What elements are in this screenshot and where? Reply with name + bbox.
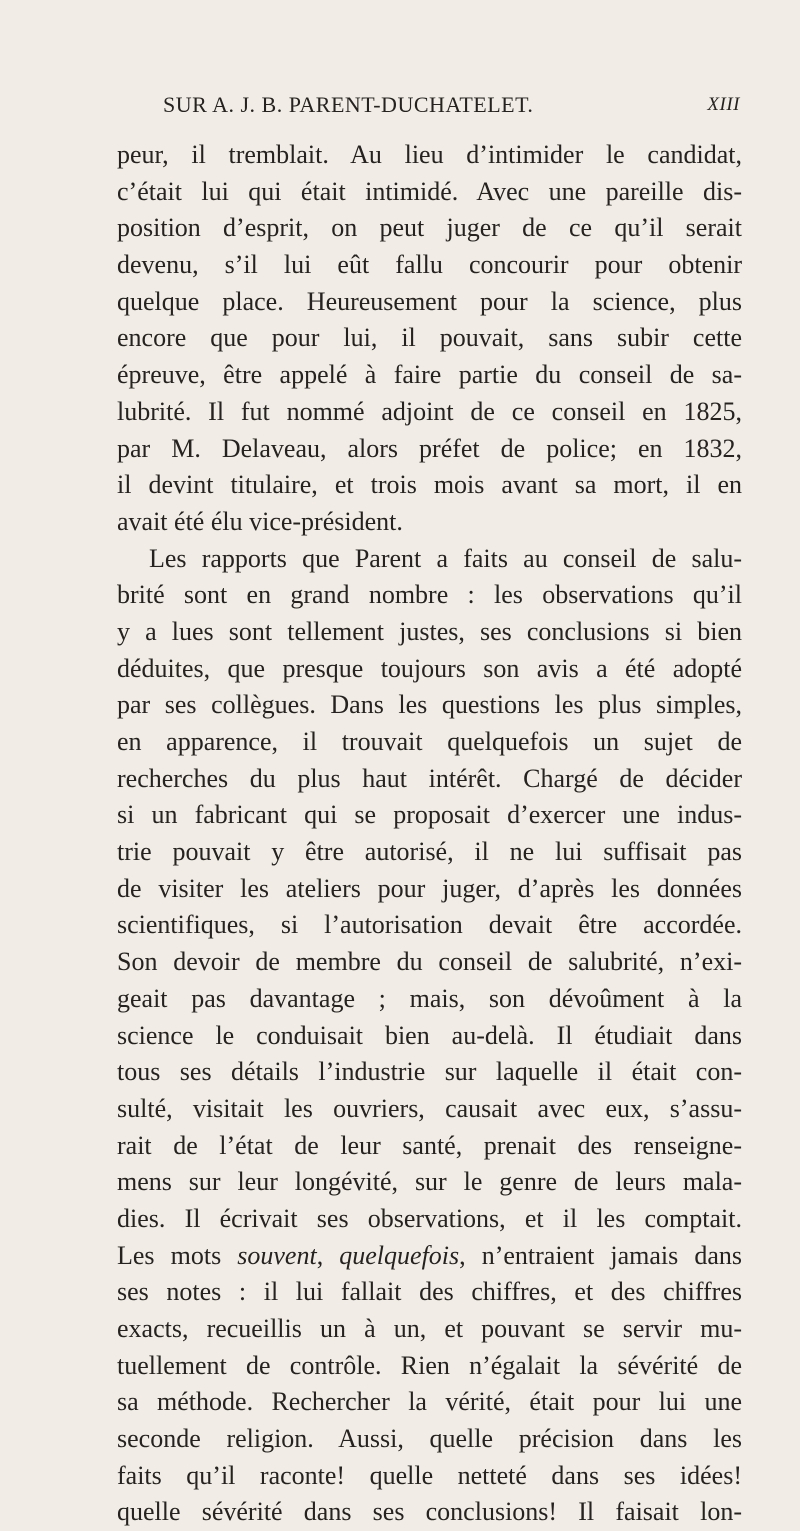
page-header bbox=[163, 92, 740, 124]
text-line: de visiter les ateliers pour juger, d’après les données bbox=[117, 873, 742, 903]
text-line-with-emphasis bbox=[117, 1238, 742, 1275]
text-line: sa méthode. Rechercher la vérité, était pour lui une bbox=[117, 1387, 742, 1417]
text-line: encore que pour lui, il pouvait, sans subir cette bbox=[117, 323, 742, 353]
text-line: avait été élu vice-président. bbox=[117, 506, 403, 536]
text-line: déduites, que presque toujours son avis a été adopté bbox=[117, 653, 742, 683]
emphasis-souvent: souvent bbox=[237, 1240, 317, 1270]
text-line: épreuve, être appelé à faire partie du conseil de sa- bbox=[117, 360, 742, 390]
text-line: dies. Il écrivait ses observations, et il les comptait. bbox=[117, 1203, 742, 1233]
text-line: rait de l’état de leur santé, prenait des renseigne- bbox=[117, 1130, 742, 1160]
text-line: Son devoir de membre du conseil de salubrité, n’exi- bbox=[117, 947, 742, 977]
page-number: XIII bbox=[707, 94, 740, 115]
text-line: geait pas davantage ; mais, son dévoûment à la bbox=[117, 983, 742, 1013]
text-segment: , n’entraient jamais dans bbox=[459, 1240, 743, 1270]
body-text bbox=[117, 137, 742, 1531]
text-line: y a lues sont tellement justes, ses conclusions si bien bbox=[117, 616, 742, 646]
text-line: tous ses détails l’industrie sur laquelle il était con- bbox=[117, 1057, 742, 1087]
text-line: il devint titulaire, et trois mois avant sa mort, il en bbox=[117, 470, 742, 500]
text-line: sulté, visitait les ouvriers, causait avec eux, s’assu- bbox=[117, 1093, 742, 1123]
text-line: lubrité. Il fut nommé adjoint de ce conseil en 1825, bbox=[117, 396, 742, 426]
text-line: par M. Delaveau, alors préfet de police; en 1832, bbox=[117, 433, 742, 463]
text-line: c’était lui qui était intimidé. Avec une pareille dis- bbox=[117, 176, 742, 206]
text-line: par ses collègues. Dans les questions les plus simples, bbox=[117, 690, 742, 720]
text-line: scientifiques, si l’autorisation devait être accordée. bbox=[117, 910, 742, 940]
text-line: mens sur leur longévité, sur le genre de leurs mala- bbox=[117, 1167, 742, 1197]
text-line: quelle sévérité dans ses conclusions! Il faisait lon- bbox=[117, 1497, 742, 1527]
text-line: science le conduisait bien au-delà. Il étudiait dans bbox=[117, 1020, 742, 1050]
text-line: quelque place. Heureusement pour la science, plus bbox=[117, 286, 742, 316]
text-line: brité sont en grand nombre : les observations qu’il bbox=[117, 580, 742, 610]
text-line: peur, il tremblait. Au lieu d’intimider le candidat, bbox=[117, 140, 742, 169]
text-line: Les rapports que Parent a faits au conseil de salu- bbox=[149, 543, 742, 573]
text-segment: , bbox=[316, 1240, 340, 1270]
text-line: position d’esprit, on peut juger de ce qu’il serait bbox=[117, 213, 742, 243]
text-line: si un fabricant qui se proposait d’exercer une indus- bbox=[117, 800, 742, 830]
running-title: SUR A. J. B. PARENT-DUCHATELET. bbox=[163, 92, 534, 117]
text-line: seconde religion. Aussi, quelle précision dans les bbox=[117, 1424, 742, 1454]
text-line: en apparence, il trouvait quelquefois un sujet de bbox=[117, 727, 742, 756]
text-line: recherches du plus haut intérêt. Chargé de décider bbox=[117, 763, 742, 793]
text-line: tuellement de contrôle. Rien n’égalait la sévérité de bbox=[117, 1350, 742, 1380]
emphasis-quelquefois: quelquefois bbox=[339, 1240, 460, 1270]
text-line: exacts, recueillis un à un, et pouvant se servir mu- bbox=[117, 1314, 742, 1343]
text-line: faits qu’il raconte! quelle netteté dans ses idées! bbox=[117, 1460, 742, 1490]
text-segment: Les mots bbox=[117, 1240, 238, 1270]
text-line: ses notes : il lui fallait des chiffres, et des chiffres bbox=[117, 1277, 742, 1307]
text-line: trie pouvait y être autorisé, il ne lui suffisait pas bbox=[117, 837, 742, 867]
text-line: devenu, s’il lui eût fallu concourir pour obtenir bbox=[117, 250, 742, 280]
